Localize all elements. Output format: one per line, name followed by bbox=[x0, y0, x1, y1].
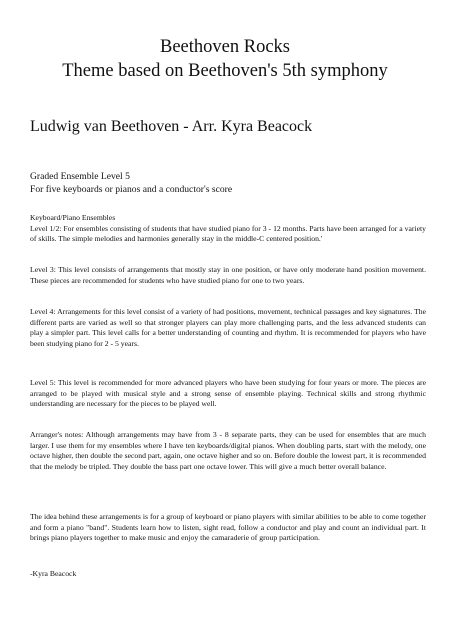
title-line-2: Theme based on Beethoven's 5th symphony bbox=[62, 61, 388, 81]
signature-block bbox=[30, 569, 426, 580]
level-5-paragraph: Level 5: This level is recommended for more advanced players who have been studying for four years or more. The pieces are arranged to be played with musical style and a strong sense of ensemble playing. Technical skills and strong rhythmic understanding are necessary for the pieces to be played well. bbox=[30, 378, 426, 408]
idea-paragraph: The idea behind these arrangements is for a group of keyboard or piano players with similar abilities to be able to come together and form a piano "band". Students learn how to listen, sight read, follow a conductor and play and count an individual part. It brings piano players together to make music and enjoy the camaraderie of group participation. bbox=[30, 512, 426, 542]
level-4-block bbox=[30, 307, 426, 349]
level-heading: Graded Ensemble Level 5 bbox=[30, 171, 130, 182]
signature: -Kyra Beacock bbox=[30, 569, 77, 578]
level-1-2-paragraph: Level 1/2: For ensembles consisting of students that have studied piano for 3 - 12 months. Parts have been arranged for a variety of skills. The simple melodies and harmonies generally stay in the middle-C centered position.' bbox=[30, 223, 426, 243]
ensembles-heading: Keyboard/Piano Ensembles bbox=[30, 213, 116, 222]
title-line-1: Beethoven Rocks bbox=[160, 37, 290, 57]
composer-arranger: Ludwig van Beethoven - Arr. Kyra Beacock bbox=[30, 118, 313, 135]
instrumentation-subheading: For five keyboards or pianos and a conductor's score bbox=[30, 184, 233, 195]
arrangers-notes-paragraph: Arranger's notes: Although arrangements may have from 3 - 8 separate parts, they can be used for ensembles that are much larger. I use them for my ensembles where I have ten keyboards/digital pianos. When doubling parts, start with the melody, one octave higher, then double the second part, again, one octave higher and so on. Before double the lowest part, it is recommended that the melody be tripled. They double the bass part one octave lower. This will give a much better overall balance. bbox=[30, 430, 426, 471]
level-3-block bbox=[30, 265, 426, 286]
ensembles-block bbox=[30, 213, 426, 245]
level-3-paragraph: Level 3: This level consists of arrangements that mostly stay in one position, or have only moderate hand position movement. These pieces are recommended for students who have studied piano for one to two years. bbox=[30, 265, 426, 285]
idea-block bbox=[30, 512, 426, 544]
level-5-block bbox=[30, 378, 426, 410]
level-4-paragraph: Level 4: Arrangements for this level consist of a variety of had positions, movement, technical passages and key signatures. The different parts are varied as well so that stronger players can play more challenging parts, and the less advanced students can play a simpler part. This level calls for a better understanding of counting and rhythm. It is recommended for players who have been studying piano for 2 - 5 years. bbox=[30, 307, 426, 348]
arrangers-notes-block bbox=[30, 430, 426, 472]
